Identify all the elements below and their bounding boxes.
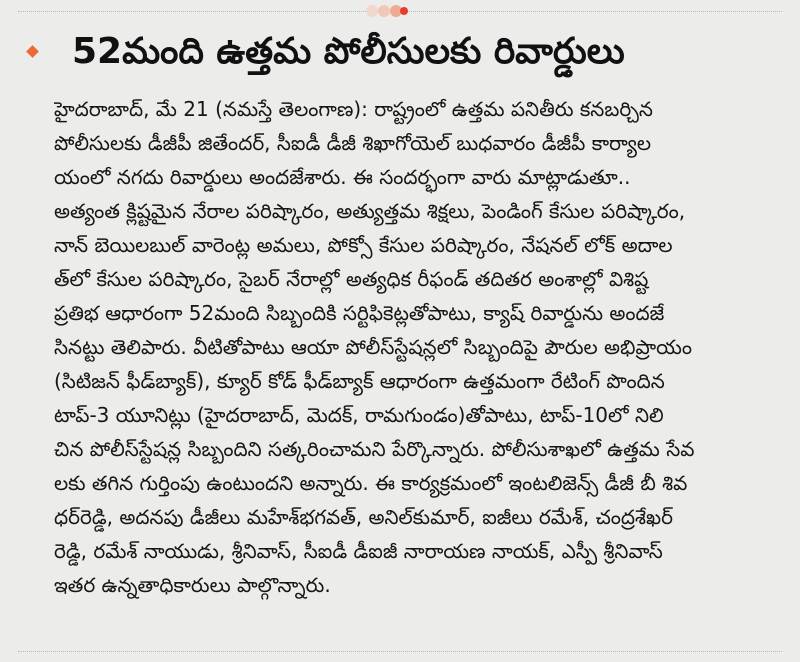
article-line: రెడ్డి, రమేశ్ నాయుడు, శ్రీనివాస్, సీఐడీ డీఐజీ నారాయణ నాయక్, ఎస్పీ శ్రీనివాస్ <box>54 539 663 563</box>
article-line: లకు తగిన గుర్తింపు ఉంటుందని అన్నారు. ఈ కార్యక్రమంలో ఇంటలిజెన్స్ డీజీ బీ శివ <box>54 471 688 495</box>
ornament-dot <box>366 5 378 17</box>
orange-diamond-icon <box>26 45 39 58</box>
headline-row <box>28 28 778 78</box>
article-line: చిన పోలీస్‌స్టేషన్ల సిబ్బందిని సత్కరించామని పేర్కొన్నారు. పోలీసుశాఖలో ఉత్తమ సేవ <box>54 437 695 461</box>
article-line: త్‌లో కేసుల పరిష్కారం, సైబర్ నేరాల్లో అత్యధిక రీఫండ్ తదితర అంశాల్లో విశిష్ట <box>54 267 649 291</box>
article-line: నాన్ బెయిలబుల్ వారెంట్ల అమలు, పోక్సో కేసుల పరిష్కారం, నేషనల్ లోక్ అదాల <box>54 233 673 257</box>
dots-ornament-icon <box>366 1 412 19</box>
bottom-dotted-rule <box>18 651 782 652</box>
article-line: పోలీసులకు డీజీపీ జితేందర్, సీఐడీ డీజీ శిఖాగోయెల్ బుధవారం డీజీపీ కార్యాల <box>54 131 652 155</box>
ornament-dot <box>378 5 390 17</box>
article-body <box>54 92 772 637</box>
article-line: యంలో నగదు రివార్డులు అందజేశారు. ఈ సందర్భంగా వారు మాట్లాడుతూ.. <box>54 165 631 189</box>
ornament-dot <box>400 7 408 15</box>
article-line: టాప్-3 యూనిట్లు (హైదరాబాద్, మెదక్, రామగుండం)తోపాటు, టాప్-10లో నిలి <box>54 403 664 427</box>
article-line: ఇతర ఉన్నతాధికారులు పాల్గొన్నారు. <box>54 573 331 597</box>
article-line: అత్యంత క్లిష్టమైన నేరాల పరిష్కారం, అత్యుత్తమ శిక్షలు, పెండింగ్ కేసుల పరిష్కారం, <box>54 199 686 223</box>
article-line: సినట్టు తెలిపారు. వీటితోపాటు ఆయా పోలీస్‌స్టేషన్లలో సిబ్బందిపై పౌరుల అభిప్రాయం <box>54 335 692 359</box>
article-line: ధర్‌రెడ్డి, అదనపు డీజీలు మహేశ్‌భగవత్, అనిల్‌కుమార్, ఐజీలు రమేశ్, చంద్రశేఖర్ <box>54 505 673 529</box>
article-line: ప్రతిభ ఆధారంగా 52మంది సిబ్బందికి సర్టిఫికెట్లతోపాటు, క్యాష్ రివార్డును అందజే <box>54 301 665 325</box>
article-line: (సిటిజన్ ఫీడ్‌బ్యాక్), క్యూర్ కోడ్ ఫీడ్‌బ్యాక్ ఆధారంగా ఉత్తమంగా రేటింగ్ పొందిన <box>54 369 665 393</box>
article-line: హైదరాబాద్, మే 21 (నమస్తే తెలంగాణ): రాష్ట్రంలో ఉత్తమ పనితీరు కనబర్చిన <box>54 97 653 121</box>
article-headline: 52మంది ఉత్తమ పోలీసులకు రివార్డులు <box>72 31 625 72</box>
